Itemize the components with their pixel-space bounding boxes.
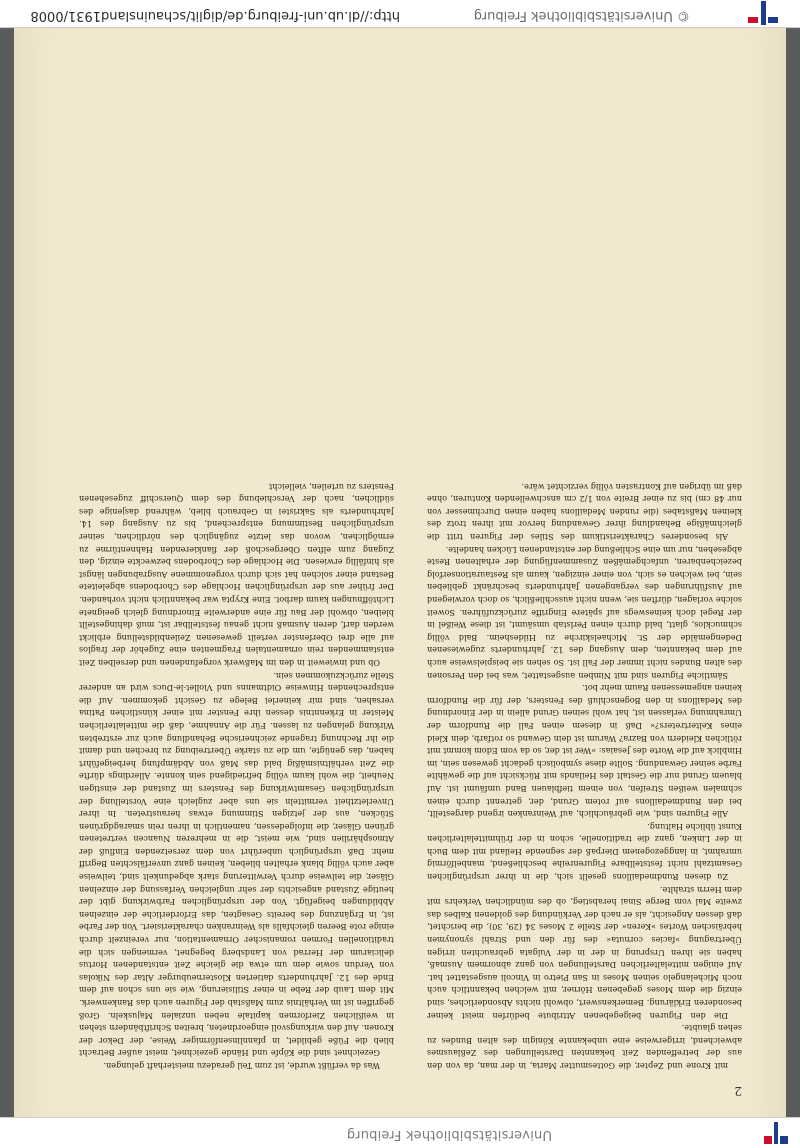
library-label: Universitätsbibliothek Freiburg (346, 1127, 552, 1142)
library-footer-strip (0, 1117, 800, 1148)
paragraph: mit Krone und Zepter, die Gottesmutter Maria, in der man, da von den aus der betreffenden Zeit bekannten Darstellungen des Zeßlausmes abweichend, irrigerweise eine unbekannte Königin des alten Bundes zu sehen glaubte. (427, 1023, 742, 1071)
ub-logo-icon (762, 1116, 790, 1146)
copyright-label: © Universitätsbibliothek Freiburg (473, 8, 690, 23)
paragraph: Alle Figuren sind, wie gebräuchlich, auf Weinranken irgend dargestellt, bei den Rundmedaillons auf rotem Grund, der, getrennt durch einen schmalen weißen Streifen, von einem tiefblauen Band umfäumt ist. Auf blauem Grund nur die Gestalt des Heilands mit Rücksicht auf die gewählte Farbe seiner Gewandung. Sollte diese symbolisch gedacht gewesen sein, im Hinblick auf die Worte des Jesaias: »Wer ist der, so da vom Edom kommt mit rötlichen Kleidern von Bazra? Warum ist dein Gewand so rotfarb, dein Kleid eines Keltertreters?« Daß in diesem einen Fall die Rundform der Umrahmung verlassen ist, hat wohl seinen Grund allein in der Einordnung des Medaillons in den Bogenschluß des Fensters, der für die Rundform keinen angemessenen Raum mehr bot. (427, 683, 742, 820)
page-sheet (14, 0, 786, 1148)
paragraph: Sämtliche Figuren sind mit Nimben ausgestattet, was bei den Personen des alten Bundes nicht immer der Fall ist. So sehen sie beispielsweise auch auf dem bekannten, dem Ausgang des 12. Jahrhunderts zugewiesenen Dedengemälde der St. Michaelskirche zu Hildesheim. Bald völlig schmucklos, glatt, bald durch einen Perlstab umsäumt, ist diese Weißel in der Regel doch keineswegs auf spätere Eingriffe zurückzuführen. Soweit solche vorlagen, dürften sie, wenn nicht ausschließlich, so doch vorwiegend auf Ausführungen des vergangenen Jahrhunderts beschränkt geblieben sein, bei welchen es sich, von einer einzigen, kaum als Restaurationserfolg bezeichenbaren, unfachgemäßen Zusammenfügung der erhaltenen Reste abgesehen, nur um eine Schließung der entstandenen Lücken handelte. (427, 544, 742, 681)
paragraph: Als besonderes Charakteristikum des Stiles der Figuren tritt die gleichmäßige Behandlung ihrer Gewandung hervor mit ihren trotz des kleinen Maßstabes (die runden Medaillons haben einen Durchmesser von nur 48 cm) bis zu einer Breite von 1/2 cm anschwellenden Konturen, ohne daß im übrigen auf Kontrasten völlig verzichtet wäre. (427, 481, 742, 543)
paragraph: Gezeichnet sind die Köpfe und Hände gezeichnet, meist außer Betracht blieb die Füße gebildet, in pfannlinsenförmiger Weise, der Dekor der Kronen. Auf den wirkungsvoll eingeordneten, breiten Schriftbändern stehen in weißlichen Zierformen kapitale neben unzialen Majuskeln. Groß gegriffen ist im Verhältnis zum Maßstab der Figuren auch das Rankenwerk. Mit dem Laub der Rebe in einer Stilisierung, wie sie uns schon auf dem Ende des 12. Jahrhunderts datierten Klosterneuburger Altar des Nikolas von Verdun sowie dem um etwa die gleiche Zeit entstandenen Hortus deliciarum der Herrad von Landsberg begegnet, vermengen sich die traditionellen Formen romanischer Ornamentation, nur vereinzelt durch einige rote Beeren gleichfalls als Weinranken charakterisiert. Von der Farbe ist, in Ergänzung des bereits Gesagten, das Erforderliche der einzelnen Abbildungen beigefügt. Von der ursprünglichen Farbwirkung gibt der heutige Zustand angesichts der sehr ungleichen Verfassung der einzelnen Gläser, die teilweise durch Verwitterung stark abgedunkelt sind, teilweise aber auch völlig blank erhalten blieben, keinen ganz unverfälschten Begriff mehr. Daß ursprünglich unberührt von dem zersetzenden Einfluß der Atmosphärilien sind, wie meist, die in mehreren Nuancen vertretenen grünen Gläser, die infolgedessen, namentlich in ihren rein smaragdgrünen Stücken, aus der jetzigen Stimmung etwas heraustreten. In ihrer Unverletztheit vermitteln sie uns aber zugleich eine Vorstellung der ursprünglichen Gesamtwirkung des Fensters im Zustand der einstigen Neuheit, die wohl kaum völlig befriedigend sein konnte. Allerdings dürfte die Zeit verhältnismäßig bald das Maß von Abdämpfung herbeigeführt haben, das genügte, um die zu starke Übertreibung zu brechen und damit die ihr Rechnung tragende zeichnerische Behandlung auch zur erstrebten Wirkung gelangen zu lassen. Für die Annahme, daß die mittelalterlichen Meister in Erkenntnis dessen ihre Fenster mit einer künstlichen Patina versahen, sind mir keinerlei Belege zu Gesicht gekommen. Auf die entsprechenden Hinweise Oidtmanns und Viollet-le-Ducs wird an anderer Stelle zurückzukommen sein. (79, 670, 394, 1059)
text-column-left (427, 132, 742, 1072)
paragraph: Zu diesen Rundmedaillons gesellt sich, die in ihrer ursprünglichen Gesamtzahl nicht feststellbare Figurenreihe beschließend, manbelförmig umrahmt, in langgezogenem Dierpaß der segnende Heiland mit dem Buch in der Linken, ganz die traditionelle, schon in der frühmittelalterlichen Kunst übliche Haltung. (427, 821, 742, 883)
source-url-link[interactable]: http://dl.ub.uni-freiburg.de/diglit/schauinsland1931/0008 (30, 8, 400, 23)
url-header-strip (0, 0, 800, 28)
paragraph: Die den Figuren beigegebenen Attribute bedürfen meist keiner besonderen Erklärung. Bemerkenswert, obwohl nichts Absonderliches, sind einzig die dem Moses gegebenen Hörner, mit welchen bekanntlich auch noch Michelangelo seinen Moses in San Pietro in Vincoli ausgestattet hat. Auf einigen mittelalterlichen Darstellungen von ganz abnormem Ausmaß, haben sie ihren Ursprung in der in der Vulgata gebrauchten irrigen Übertragung »facies cornuta« des für den und Strahl synonymen hebräischen Wortes »Keren« der Stelle 2 Moses 34 (29, 30), die berichtet, daß dessen Angesicht, als er nach der Verkündung des goldenen Kalbes das zweite Mal vom Berge Sinai herabstieg, ob des mündlichen Verkehrs mit dem Herrn strahlte. (427, 884, 742, 1021)
text-column-right (79, 132, 394, 1072)
ub-logo-icon (746, 0, 780, 27)
paragraph: Ob und inwieweit in den im Maßwerk vorgefundenen und derselben Zeit entstammenden rein ornamentalen Fragmenten eine Zugehör der fraglos auf alle drei Oberfenster verteilt gewesenen Zeilenbildstellung erblickt werden darf, deren Ausmaß nicht genau feststellbar ist, muß dahingestellt bleiben, obwohl der Bau für eine anderweite Einordnung gleich geeignete Lichtöffnungen kaum darbot. Eine Krypta war bekanntlich nicht vorhanden. Der früher aus der ursprünglichen Hochlage des Chorbodens abgeleitete Bestand einer solchen hat sich durch vorgenommene Ausgrabungen längst als hinfällig erwiesen. Die Hochlage des Chorbodens bezweckte einzig, den Zugang zum elften Obergeschoß der flankierenden Hahnentürme zu ermöglichen, wovon das letzte zugänglich des nördlichen, seiner ursprünglichen Bestimmung entsprechend, bis zu Ausgang des 14. Jahrhunderts als Sakristei in Gebrauch blieb, während dasjenige des südlichen, nach der Verschiebung des dem Querschiff zugesehenen Fensters zu urteilen, vielleicht (79, 481, 394, 668)
paragraph: Was da verfüßt wurde, ist zum Teil geradezu meisterhaft gelungen. (103, 1061, 380, 1071)
page-number: 2 (734, 1084, 742, 1098)
